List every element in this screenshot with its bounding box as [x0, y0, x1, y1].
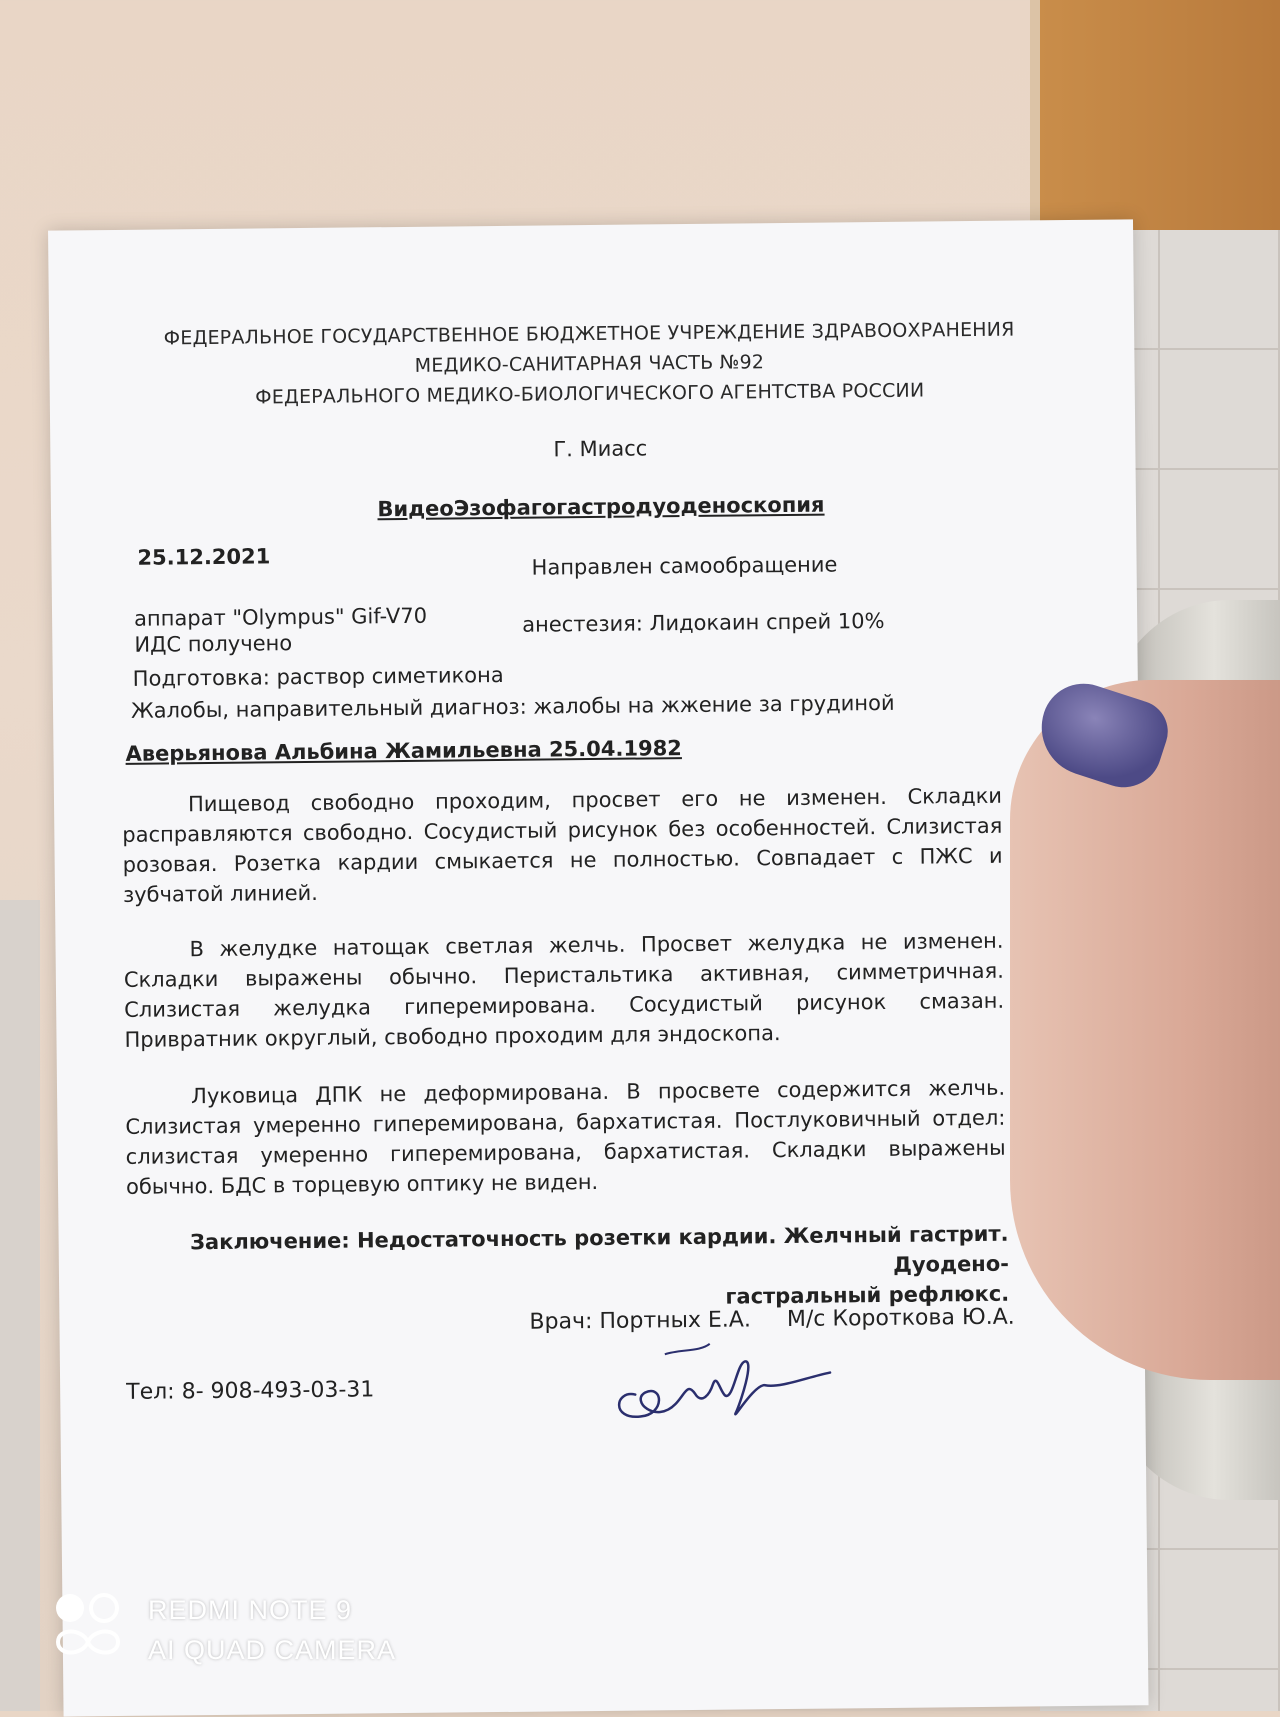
- header-line-3: ФЕДЕРАЛЬНОГО МЕДИКО-БИОЛОГИЧЕСКОГО АГЕНТСТВА РОССИИ: [255, 379, 925, 409]
- device: аппарат "Olympus" Gif-V70: [133, 603, 428, 631]
- complaints: Жалобы, направительный диагноз: жалобы на жжение за грудиной: [130, 690, 895, 723]
- findings-duodenum: Луковица ДПК не деформирована. В просвете содержится желчь. Слизистая умеренно гиперемирована, бархатистая. Постлуковичный отдел: слизистая умеренно гиперемирована, бархатистая. Складки выражены обычно. БДС в торцевую оптику не виден.: [125, 1075, 1006, 1199]
- watermark-text: [148, 1590, 396, 1670]
- conclusion: [158, 1219, 1009, 1318]
- watermark-line-2: AI QUAD CAMERA: [148, 1635, 397, 1665]
- conclusion-line-1: Заключение: Недостаточность розетки кардии. Желчный гастрит. Дуодено-: [189, 1221, 1010, 1277]
- anesthesia: анестезия: Лидокаин спрей 10%: [522, 608, 885, 637]
- patient-name: Аверьянова Альбина Жамильевна 25.04.1982: [125, 736, 682, 766]
- doctor-name: Врач: Портных Е.А.: [529, 1307, 752, 1335]
- city: Г. Миасс: [553, 436, 648, 462]
- header-line-1: ФЕДЕРАЛЬНОЕ ГОСУДАРСТВЕННОЕ БЮДЖЕТНОЕ УЧРЕЖДЕНИЕ ЗДРАВООХРАНЕНИЯ: [163, 318, 1015, 350]
- wooden-door: [1040, 0, 1280, 230]
- referral: Направлен самообращение: [531, 552, 838, 580]
- findings-stomach: В желудке натощак светлая желчь. Просвет желудка не изменен. Складки выражены обычно. Перистальтика активная, симметричная. Слизистая желудка гиперемирована. Сосудистый рисунок смазан. Привратник округлый, свободно проходим для эндоскопа.: [123, 928, 1005, 1052]
- camera-lens-icon: [52, 1590, 124, 1662]
- report-page: [48, 219, 1149, 1716]
- nurse-name: М/с Короткова Ю.А.: [786, 1304, 1015, 1333]
- camera-watermark: [52, 1590, 472, 1680]
- watermark-line-1: REDMI NOTE 9: [148, 1595, 353, 1625]
- signatories: [529, 1304, 1050, 1334]
- medical-report-sheet: [48, 219, 1149, 1716]
- conclusion-line-2: гастральный рефлюкс.: [725, 1281, 1010, 1309]
- procedure-title: ВидеоЭзофагогастродуоденоскопия: [377, 492, 825, 522]
- handwritten-signature: [605, 1333, 836, 1445]
- header-line-2: МЕДИКО-САНИТАРНАЯ ЧАСТЬ №92: [414, 351, 765, 377]
- thumb: [1010, 680, 1280, 1380]
- findings-esophagus: Пищевод свободно проходим, просвет его не изменен. Складки расправляются свободно. Сосудистый рисунок без особенностей. Слизистая розовая. Розетка кардии смыкается не полностью. Совпадает с ПЖС и зубчатой линией.: [122, 783, 1003, 907]
- floor-left: [0, 900, 40, 1711]
- ids-status: ИДС получено: [134, 631, 293, 657]
- preparation: Подготовка: раствор симетикона: [132, 662, 504, 691]
- exam-date: 25.12.2021: [137, 544, 271, 570]
- phone-number: Тел: 8- 908-493-03-31: [126, 1377, 375, 1405]
